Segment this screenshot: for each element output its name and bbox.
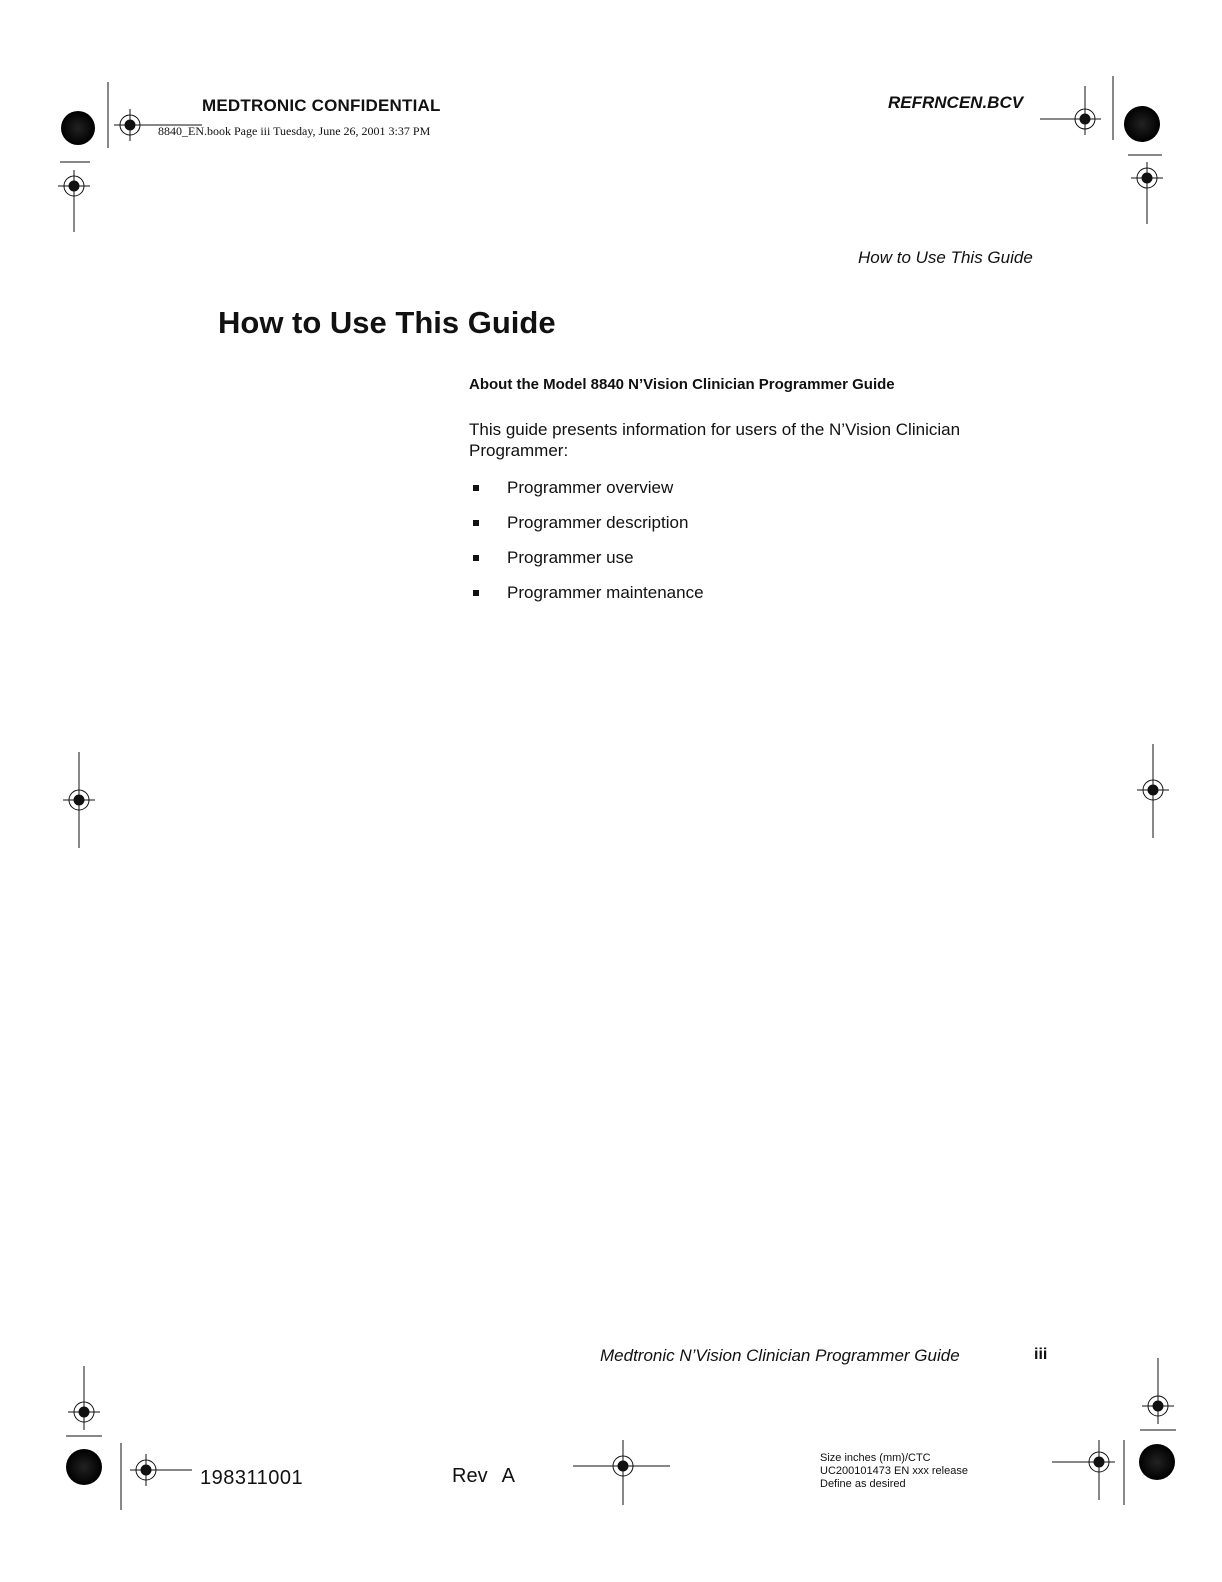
page-title: How to Use This Guide [218,305,556,340]
list-item [469,548,704,583]
list-item [469,583,704,618]
file-code: REFRNCEN.BCV [888,93,1024,112]
size-line: Size inches (mm)/CTC [820,1452,931,1464]
topic-list [469,478,704,618]
bullet-icon [473,520,479,526]
page-number: iii [1034,1346,1048,1363]
size-info [820,1452,968,1491]
list-item [469,478,704,513]
release-line: UC200101473 EN xxx release [820,1465,968,1477]
list-item-text: Programmer overview [507,478,674,497]
define-line: Define as desired [820,1478,906,1490]
running-head: How to Use This Guide [858,248,1033,267]
intro-paragraph: This guide presents information for users of the N’Vision Clinician Programmer: [469,420,961,460]
list-item-text: Programmer description [507,513,689,532]
confidential-label: MEDTRONIC CONFIDENTIAL [202,96,441,115]
bullet-icon [473,485,479,491]
rev-label: Rev [452,1465,488,1487]
bullet-icon [473,555,479,561]
revision [452,1465,515,1488]
footer-guide-title: Medtronic N’Vision Clinician Programmer Guide [600,1346,960,1365]
list-item-text: Programmer use [507,548,634,567]
list-item-text: Programmer maintenance [507,583,704,602]
section-title: About the Model 8840 N’Vision Clinician Programmer Guide [469,376,895,393]
book-page-info: 8840_EN.book Page iii Tuesday, June 26, 2001 3:37 PM [158,124,431,138]
part-number: 198311001 [200,1467,304,1489]
rev-value: A [501,1465,515,1487]
bullet-icon [473,590,479,596]
list-item [469,513,704,548]
